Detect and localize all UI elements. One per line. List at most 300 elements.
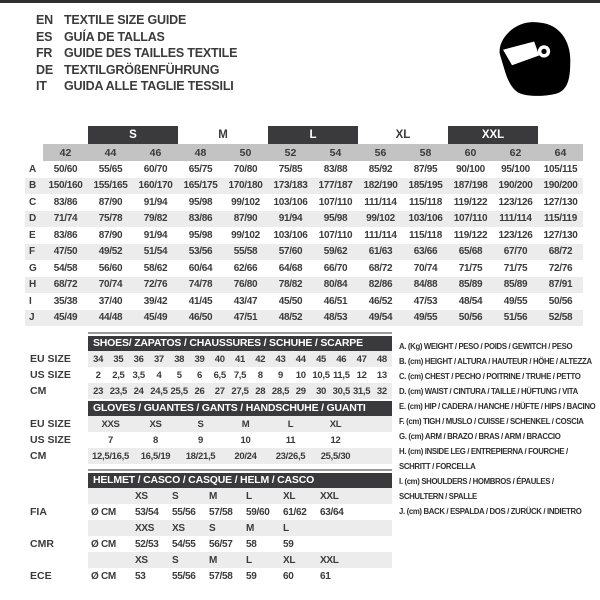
row-label-cell: EU SIZE — [30, 353, 71, 365]
value-cell: 50/56 — [458, 312, 483, 324]
numeric-size-cell: 48 — [178, 144, 223, 161]
value-cell: 78/82 — [278, 279, 303, 291]
legend-item — [399, 354, 599, 369]
value-cell: 190/200 — [498, 180, 533, 192]
value-cell: 83/86 — [53, 229, 78, 241]
row-label-cell: G — [29, 262, 37, 274]
value-cell: 12 — [330, 434, 341, 446]
language-row — [36, 29, 237, 46]
legend-line: D. (cm) WAIST / CINTURA / TAILLE / HÜFTUNG / VITA — [399, 387, 578, 396]
value-cell: 7 — [108, 434, 113, 446]
size-letter-cell: XL — [395, 129, 411, 141]
value-cell: 71/74 — [53, 213, 78, 225]
table-row — [30, 568, 392, 584]
legend-line: SCHULTERN / SPALLE — [399, 492, 477, 501]
table-row — [30, 536, 392, 552]
filler-cell — [354, 552, 392, 568]
value-cell — [317, 520, 354, 536]
section-divider-top — [88, 332, 392, 334]
legend-item — [399, 414, 599, 429]
value-cell: 23/26,5 — [268, 448, 313, 464]
value-cell: 95/98 — [188, 229, 213, 241]
value-cell: M — [206, 488, 243, 504]
value-cell: 9 — [278, 369, 284, 381]
language-title: TEXTILGRÖßENFÜHRUNG — [64, 62, 220, 77]
value-cell: 87/95 — [413, 163, 438, 175]
value-cell: 48/52 — [278, 312, 303, 324]
value-cell: XS — [132, 488, 169, 504]
numeric-size-cell: 44 — [88, 144, 133, 161]
value-cell: 35 — [108, 351, 128, 367]
size-letter-row — [25, 126, 583, 144]
shoes-section-title: SHOES/ ZAPATOS / CHAUSSURES / SCHUHE / SCARPE — [93, 337, 363, 349]
value-cell: 90/100 — [456, 163, 485, 175]
shoes-table-body — [30, 351, 392, 399]
value-cell: 2,5 — [112, 369, 125, 381]
value-cell: 87/90 — [233, 213, 258, 225]
value-cell: 71/75 — [503, 262, 528, 274]
value-cell: 50/60 — [53, 163, 78, 175]
value-cell: 7,5 — [233, 369, 247, 381]
value-cell: 42 — [250, 351, 270, 367]
legend-line: B. (cm) HEIGHT / ALTURA / HAUTEUR / HÖHE / ALTEZZA — [399, 357, 592, 366]
value-cell: XXL — [317, 552, 354, 568]
value-cell: 47/50 — [53, 246, 78, 258]
value-cell: 9 — [198, 434, 203, 446]
measurement-row — [25, 293, 583, 310]
value-cell: 58 — [246, 538, 257, 550]
numeric-size-row — [25, 144, 583, 161]
row-label-cell: B — [29, 180, 37, 192]
value-cell: 107/110 — [318, 196, 353, 208]
value-cell: 103/106 — [273, 196, 308, 208]
value-cell: 35/38 — [53, 295, 78, 307]
value-cell: 54/58 — [53, 262, 78, 274]
value-cell: 25,5/30 — [313, 448, 358, 464]
value-cell: L — [243, 552, 280, 568]
value-cell: 185/195 — [408, 180, 443, 192]
value-cell: 187/198 — [453, 180, 488, 192]
value-cell: 165/175 — [183, 180, 218, 192]
value-cell: 80/84 — [323, 279, 348, 291]
value-cell: 111/114 — [364, 196, 397, 208]
value-cell: 8 — [257, 369, 263, 381]
value-cell: 11,5 — [332, 369, 350, 381]
measurement-row — [25, 277, 583, 294]
legend-line: SCHRITT / FORCELLA — [399, 462, 476, 471]
language-row — [36, 62, 237, 79]
table-row — [30, 488, 392, 504]
value-cell: 27 — [210, 383, 230, 399]
value-cell: 43/47 — [233, 295, 258, 307]
value-cell: 87/91 — [548, 279, 573, 291]
value-cell: 115/118 — [409, 196, 442, 208]
value-cell: 37/40 — [98, 295, 123, 307]
table-row — [30, 448, 392, 464]
value-cell: 155/165 — [93, 180, 128, 192]
legend-line: G. (cm) ARM / BRAZO / BRAS / ARM / BRACCIO — [399, 432, 561, 441]
table-row — [30, 552, 392, 568]
filler-cell — [358, 432, 392, 448]
corner-cell — [25, 126, 43, 144]
value-cell: 56/60 — [98, 262, 123, 274]
language-row — [36, 45, 237, 62]
size-letter-cell: L — [268, 126, 358, 144]
value-cell: 16,5/19 — [133, 448, 178, 464]
value-cell: 50/56 — [548, 295, 573, 307]
value-cell: 68/72 — [53, 279, 78, 291]
value-cell: 45 — [311, 351, 331, 367]
value-cell: 68/72 — [368, 262, 393, 274]
value-cell: XS — [132, 552, 169, 568]
filler-cell — [354, 568, 392, 584]
value-cell: 70/74 — [98, 279, 123, 291]
value-cell: XXL — [317, 488, 354, 504]
language-title: GUIDE DES TAILLES TEXTILE — [64, 46, 238, 60]
numeric-size-cell: 54 — [313, 144, 358, 161]
size-letter-cell — [538, 126, 583, 144]
value-cell: 99/102 — [231, 196, 260, 208]
measurement-row — [25, 178, 583, 195]
size-letter-cell: S — [88, 126, 178, 144]
value-cell: 38 — [169, 351, 189, 367]
filler-cell — [354, 488, 392, 504]
value-cell: L — [280, 520, 317, 536]
legend-item — [399, 339, 599, 354]
language-row — [36, 78, 237, 95]
value-cell: 57/60 — [278, 246, 303, 258]
top-border-rule — [0, 0, 600, 3]
legend-line: I. (cm) SHOULDERS / HOMBROS / ÉPAULES / — [399, 477, 554, 486]
numeric-size-cell: 50 — [223, 144, 268, 161]
value-cell: 48 — [372, 351, 392, 367]
value-cell: 47/51 — [233, 312, 258, 324]
value-cell: 23 — [88, 383, 108, 399]
value-cell: 111/114 — [499, 213, 532, 225]
table-row — [30, 416, 392, 432]
value-cell: 57/58 — [209, 506, 233, 518]
value-cell: 85/92 — [368, 163, 393, 175]
size-letter-cell — [43, 126, 88, 144]
legend-item — [399, 399, 599, 414]
value-cell: 28,5 — [270, 383, 290, 399]
gloves-table — [30, 416, 392, 464]
value-cell: XL — [313, 416, 358, 432]
legend-line: C. (cm) CHEST / PECHO / POITRINE / TRUHE / PETTO — [399, 372, 581, 381]
value-cell: 79/82 — [143, 213, 168, 225]
value-cell: 55/56 — [172, 506, 196, 518]
value-cell: 11 — [285, 434, 296, 446]
value-cell: 99/102 — [366, 213, 395, 225]
value-cell: 10 — [295, 369, 306, 381]
value-cell: 66/70 — [323, 262, 348, 274]
value-cell: 49/54 — [368, 312, 393, 324]
value-cell: 61/63 — [368, 246, 393, 258]
table-row — [30, 383, 392, 399]
value-cell: 59/62 — [323, 246, 348, 258]
row-label-cell — [30, 488, 88, 504]
size-letter-cell: XXL — [448, 126, 538, 144]
measurement-row — [25, 211, 583, 228]
row-label-cell: H — [29, 279, 37, 291]
numeric-size-cell: 46 — [133, 144, 178, 161]
textile-size-table — [25, 126, 583, 326]
value-cell: S — [169, 552, 206, 568]
value-cell: 60/70 — [143, 163, 168, 175]
value-cell: XL — [280, 552, 317, 568]
gloves-section — [30, 401, 392, 464]
row-label-cell: CM — [30, 450, 47, 462]
filler-cell — [354, 536, 392, 552]
row-label-cell: ECE — [30, 570, 52, 582]
language-title-list — [36, 12, 237, 95]
value-cell: 99/102 — [231, 229, 260, 241]
value-cell: 28 — [250, 383, 270, 399]
value-cell: 76/80 — [233, 279, 258, 291]
numeric-size-cell: 62 — [493, 144, 538, 161]
legend-item — [399, 429, 599, 444]
filler-cell — [358, 416, 392, 432]
numeric-size-cell: 64 — [538, 144, 583, 161]
value-cell: 57/58 — [209, 570, 233, 582]
row-label-cell: FIA — [30, 506, 47, 518]
value-cell: 182/190 — [363, 180, 398, 192]
value-cell: 123/126 — [498, 196, 533, 208]
value-cell: M — [206, 552, 243, 568]
value-cell: 60 — [283, 570, 294, 582]
helmet-table-body — [30, 488, 392, 584]
filler-cell — [354, 504, 392, 520]
value-cell: 40 — [210, 351, 230, 367]
value-cell: 3,5 — [132, 369, 145, 381]
value-cell: 85/89 — [458, 279, 483, 291]
value-cell: 173/183 — [273, 180, 308, 192]
value-cell: 65/68 — [458, 246, 483, 258]
numeric-size-cell: 42 — [43, 144, 88, 161]
value-cell: 48/54 — [458, 295, 483, 307]
value-cell: 39 — [189, 351, 209, 367]
row-label-cell — [30, 520, 88, 536]
value-cell: 18/21,5 — [178, 448, 223, 464]
value-cell: 70/74 — [413, 262, 438, 274]
value-cell: 34 — [88, 351, 108, 367]
legend-line: H. (cm) INSIDE LEG / ENTREPIERNA / FOURCHE / — [399, 447, 568, 456]
value-cell: Ø CM — [91, 506, 116, 518]
value-cell: 52/58 — [548, 312, 573, 324]
legend-item — [399, 444, 599, 474]
row-label-cell: J — [29, 312, 35, 324]
legend-line: A. (Kg) WEIGHT / PESO / POIDS / GEWITCH / PESO — [399, 342, 573, 351]
language-title: GUIDA ALLE TAGLIE TESSILI — [64, 79, 234, 93]
value-cell: 72/76 — [143, 279, 168, 291]
value-cell: 82/86 — [368, 279, 393, 291]
language-code: EN — [36, 13, 53, 27]
row-label-cell: I — [29, 295, 32, 307]
value-cell: 48/53 — [323, 312, 348, 324]
value-cell: 84/88 — [413, 279, 438, 291]
legend-item — [399, 504, 599, 519]
measurement-row — [25, 310, 583, 327]
value-cell: 51/54 — [143, 246, 168, 258]
value-cell: 95/98 — [188, 196, 213, 208]
value-cell: 10 — [240, 434, 251, 446]
legend-item — [399, 474, 599, 504]
table-row — [30, 432, 392, 448]
value-cell: 177/187 — [318, 180, 353, 192]
value-cell: 115/119 — [544, 213, 577, 225]
textile-table-body — [25, 126, 583, 326]
value-cell: 4 — [156, 369, 162, 381]
row-label-cell: EU SIZE — [30, 418, 71, 430]
value-cell: 61 — [320, 570, 331, 582]
shoes-table — [30, 351, 392, 399]
row-label-cell: F — [29, 246, 36, 258]
row-label-cell: A — [29, 163, 37, 175]
value-cell: 123/126 — [498, 229, 533, 241]
value-cell: 30 — [311, 383, 331, 399]
value-cell: 63/64 — [320, 506, 344, 518]
value-cell: 46 — [331, 351, 351, 367]
value-cell: 91/94 — [143, 229, 168, 241]
size-letter-cell: M — [218, 129, 228, 141]
value-cell: 87/90 — [98, 196, 123, 208]
value-cell: 91/94 — [278, 213, 303, 225]
value-cell: 31,5 — [351, 383, 371, 399]
value-cell: 55/56 — [172, 570, 196, 582]
helmet-section — [30, 473, 392, 584]
row-label-cell: CM — [30, 385, 47, 397]
value-cell: 111/114 — [364, 229, 397, 241]
filler-cell — [354, 520, 392, 536]
value-cell: 5 — [176, 369, 182, 381]
value-cell: 20/24 — [223, 448, 268, 464]
value-cell: 2 — [95, 369, 101, 381]
value-cell: Ø CM — [91, 570, 116, 582]
value-cell — [88, 488, 132, 504]
value-cell: 44/48 — [98, 312, 123, 324]
numeric-size-cell: 58 — [403, 144, 448, 161]
row-label-cell: D — [29, 213, 37, 225]
value-cell: 55/58 — [233, 246, 258, 258]
gloves-section-header — [88, 401, 392, 416]
value-cell: XXS — [88, 416, 133, 432]
language-code: ES — [36, 29, 53, 44]
row-label-cell — [30, 552, 88, 568]
value-cell: 8 — [153, 434, 158, 446]
value-cell: 24 — [129, 383, 149, 399]
value-cell: 85/89 — [503, 279, 528, 291]
row-label-cell: US SIZE — [30, 434, 71, 446]
value-cell: 83/88 — [323, 163, 348, 175]
value-cell: 39/42 — [143, 295, 168, 307]
shoes-section-header — [88, 336, 392, 351]
value-cell: XS — [169, 520, 206, 536]
value-cell: 190/200 — [543, 180, 578, 192]
value-cell: 36 — [129, 351, 149, 367]
value-cell: 53/56 — [188, 246, 213, 258]
value-cell: 12 — [356, 369, 367, 381]
value-cell: 25,5 — [169, 383, 189, 399]
value-cell: 54/55 — [172, 538, 196, 550]
value-cell: 46/52 — [368, 295, 393, 307]
legend-item — [399, 369, 599, 384]
value-cell: 59 — [246, 570, 257, 582]
numeric-size-cell: 56 — [358, 144, 403, 161]
value-cell: 150/160 — [48, 180, 83, 192]
value-cell: 46/50 — [188, 312, 213, 324]
value-cell: 70/80 — [233, 163, 258, 175]
value-cell: 45/50 — [278, 295, 303, 307]
shoes-section — [30, 336, 392, 399]
value-cell: 46/51 — [323, 295, 348, 307]
value-cell: 68/72 — [548, 246, 573, 258]
value-cell: 72/76 — [548, 262, 573, 274]
value-cell: 160/170 — [138, 180, 173, 192]
value-cell: 62/66 — [233, 262, 258, 274]
value-cell: 37 — [149, 351, 169, 367]
value-cell: 13 — [376, 369, 387, 381]
language-code: IT — [36, 79, 47, 93]
table-row — [30, 520, 392, 536]
value-cell: 10,5 — [312, 369, 330, 381]
value-cell: 105/115 — [543, 163, 578, 175]
value-cell: 170/180 — [228, 180, 263, 192]
value-cell: 119/122 — [453, 229, 488, 241]
value-cell: 41/45 — [188, 295, 213, 307]
value-cell: 67/70 — [503, 246, 528, 258]
row-label-cell — [25, 144, 43, 161]
legend-line: E. (cm) HIP / CADERA / HANCHE / HÜFTE / HIPS / BACINO — [399, 402, 596, 411]
value-cell: 51/56 — [503, 312, 528, 324]
value-cell: 65/75 — [188, 163, 213, 175]
value-cell: 12,5/16,5 — [88, 448, 133, 464]
table-row — [30, 367, 392, 383]
value-cell: 47/53 — [413, 295, 438, 307]
value-cell: 91/94 — [143, 196, 168, 208]
value-cell: 74/78 — [188, 279, 213, 291]
value-cell: 23,5 — [108, 383, 128, 399]
language-code: FR — [36, 46, 53, 60]
value-cell: 59/60 — [246, 506, 270, 518]
value-cell: 52/53 — [135, 538, 159, 550]
value-cell: 127/130 — [543, 229, 578, 241]
row-label-cell: CMR — [30, 538, 54, 550]
value-cell: 63/66 — [413, 246, 438, 258]
value-cell: 45/49 — [143, 312, 168, 324]
value-cell: 95/100 — [501, 163, 530, 175]
legend-item — [399, 384, 599, 399]
value-cell: 26 — [189, 383, 209, 399]
helmet-table — [30, 488, 392, 584]
row-label-cell: E — [29, 229, 36, 241]
value-cell: M — [223, 416, 268, 432]
value-cell: 49/52 — [98, 246, 123, 258]
value-cell: 56/57 — [209, 538, 233, 550]
row-label-cell: C — [29, 196, 37, 208]
language-code: DE — [36, 62, 53, 77]
value-cell: 30,5 — [331, 383, 351, 399]
value-cell: 87/90 — [98, 229, 123, 241]
value-cell: 115/118 — [409, 229, 442, 241]
value-cell: 58/62 — [143, 262, 168, 274]
helmet-section-header — [88, 473, 392, 488]
value-cell: 107/110 — [318, 229, 353, 241]
value-cell: 47 — [351, 351, 371, 367]
value-cell: 6,5 — [213, 369, 226, 381]
value-cell: L — [243, 488, 280, 504]
measurement-row — [25, 260, 583, 277]
value-cell: 6 — [196, 369, 202, 381]
